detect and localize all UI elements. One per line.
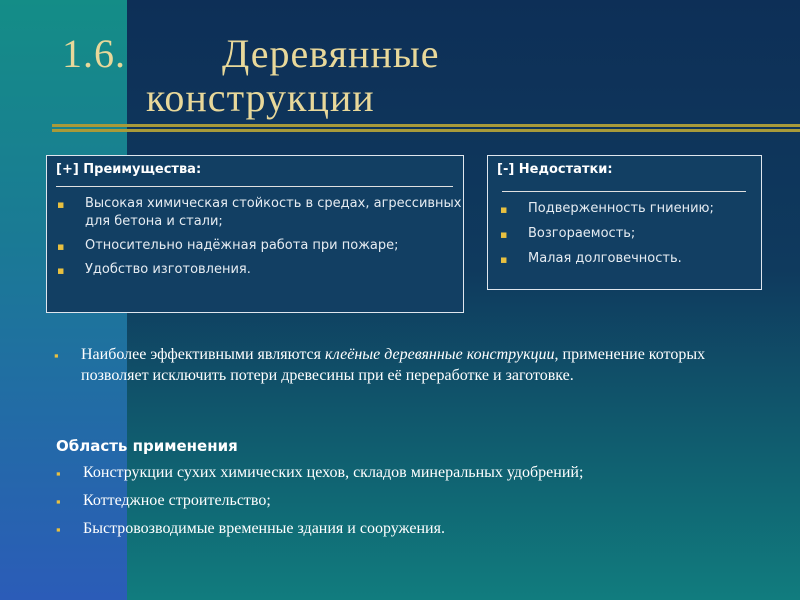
slide-title: [62, 32, 439, 120]
bullet-icon: ▪: [54, 348, 59, 363]
application-heading: Область применения: [56, 437, 238, 455]
disadvantages-heading: [-] Недостатки:: [497, 162, 613, 177]
list-item: ▪ Возгораемость;: [488, 225, 761, 243]
list-item: ▪ Подверженность гниению;: [488, 200, 761, 218]
disadvantages-box: [487, 155, 762, 290]
title-divider: [52, 124, 800, 127]
list-item: ▪ Конструкции сухих химических цехов, складов минеральных удобрений;: [56, 463, 583, 483]
title-number: 1.6.: [62, 31, 126, 76]
list-item: ▪ Быстровозводимые временные здания и сооружения.: [56, 519, 583, 539]
advantages-separator: [56, 186, 453, 187]
bullet-icon: ▪: [56, 522, 61, 537]
bullet-icon: ▪: [500, 228, 508, 241]
glued-timber-paragraph: ▪ Наиболее эффективными являются клеёные деревянные конструкции, применение которых позволяет исключить потери древесины при её переработке и заготовке.: [54, 346, 706, 384]
bullet-icon: ▪: [56, 494, 61, 509]
emphasis-text: клеёные деревянные конструкции: [324, 346, 555, 363]
bullet-icon: ▪: [56, 466, 61, 481]
bullet-icon: ▪: [57, 240, 65, 253]
bullet-icon: ▪: [500, 203, 508, 216]
list-item: ▪ Относительно надёжная работа при пожаре;: [47, 237, 463, 255]
advantages-heading: [+] Преимущества:: [56, 162, 202, 177]
list-item: ▪ Малая долговечность.: [488, 250, 761, 268]
title-line1: Деревянные: [222, 31, 440, 76]
advantages-list: [47, 195, 463, 279]
list-item: ▪ Высокая химическая стойкость в средах, агрессивных для бетона и стали;: [57, 196, 462, 229]
list-item: ▪ Коттеджное строительство;: [56, 491, 583, 511]
bullet-icon: ▪: [57, 198, 65, 211]
application-list: [56, 463, 583, 547]
title-line2: конструкции: [146, 75, 375, 120]
disadvantages-separator: [502, 191, 746, 192]
list-item: ▪ Удобство изготовления.: [47, 261, 463, 279]
bullet-icon: ▪: [500, 253, 508, 266]
advantages-box: [46, 155, 464, 313]
bullet-icon: ▪: [57, 264, 65, 277]
disadvantages-list: [488, 200, 761, 268]
